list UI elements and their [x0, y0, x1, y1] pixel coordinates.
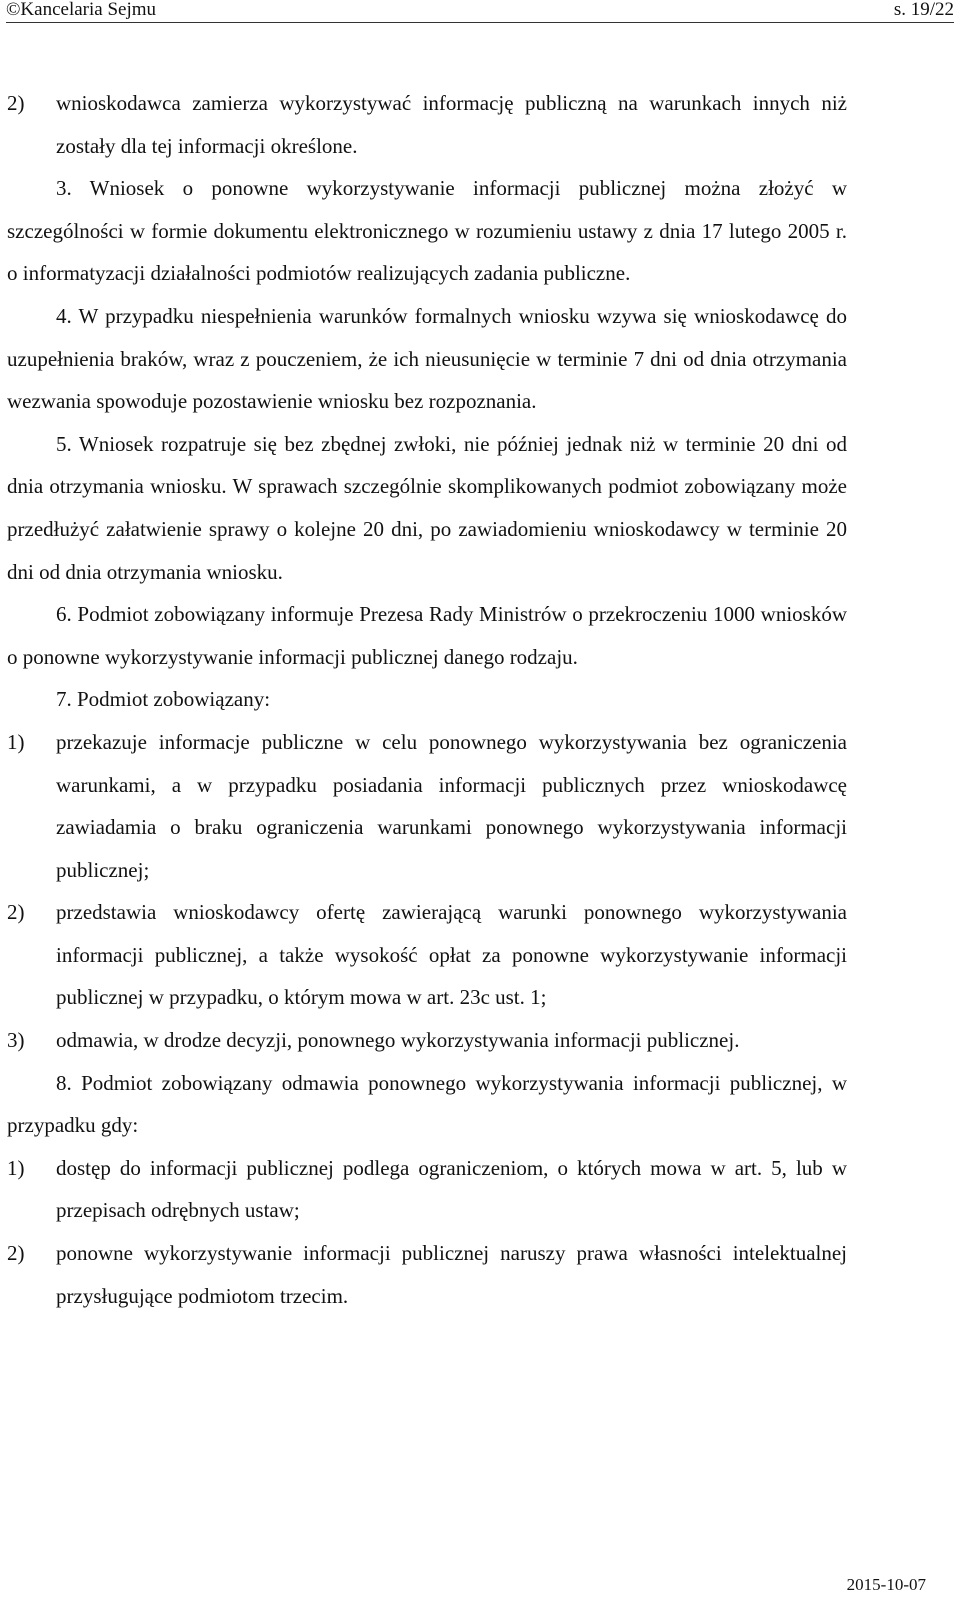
- paragraph-3: 3. Wniosek o ponowne wykorzystywanie informacji publicznej można złożyć w szczególności w formie dokumentu elektronicznego w rozumieniu ustawy z dnia 17 lutego 2005 r. o informatyzacji działalności podmiotów realizujących zadania publiczne.: [7, 176, 847, 286]
- item-text: wnioskodawca zamierza wykorzystywać informację publiczną na warunkach innych niż zostały dla tej informacji określone.: [56, 91, 847, 158]
- item-number: 1): [7, 729, 25, 754]
- list-item: [7, 891, 847, 1019]
- item-number: 2): [7, 91, 25, 115]
- item-text: przekazuje informacje publiczne w celu ponownego wykorzystywania bez ograniczenia warunkami, a w przypadku posiadania informacji publicznych przez wnioskodawcę zawiadamia o braku ograniczenia warunkami ponownego wykorzystywania informacji publicznej;: [56, 729, 847, 882]
- list-item: [7, 721, 847, 891]
- item-text: ponowne wykorzystywanie informacji publicznej naruszy prawa własności intelektualnej przysługujące podmiotom trzecim.: [56, 1241, 847, 1308]
- item-number: 2): [7, 900, 25, 925]
- list-item: [7, 82, 847, 167]
- list-item: [7, 1232, 847, 1317]
- footer-date: 2015-10-07: [846, 1575, 926, 1594]
- item-text: dostęp do informacji publicznej podlega ograniczeniom, o których mowa w art. 5, lub w przepisach odrębnych ustaw;: [56, 1155, 847, 1223]
- page-header: [6, 0, 954, 22]
- item-text: odmawia, w drodze decyzji, ponownego wykorzystywania informacji publicznej.: [56, 1028, 740, 1053]
- item-number: 3): [7, 1028, 25, 1053]
- list-item: [7, 1019, 847, 1062]
- header-rule: [6, 22, 954, 23]
- page-number: s. 19/22: [893, 0, 954, 20]
- paragraph-6: 6. Podmiot zobowiązany informuje Prezesa Rady Ministrów o przekroczeniu 1000 wniosków o ponowne wykorzystywanie informacji publicznej danego rodzaju.: [7, 602, 847, 669]
- header-source: ©Kancelaria Sejmu: [6, 0, 157, 20]
- list-item: [7, 1147, 847, 1232]
- item-number: 2): [7, 1241, 25, 1266]
- paragraph-7: 7. Podmiot zobowiązany:: [56, 687, 271, 712]
- item-number: 1): [7, 1155, 25, 1180]
- paragraph-5: 5. Wniosek rozpatruje się bez zbędnej zwłoki, nie później jednak niż w terminie 20 dni od dnia otrzymania wniosku. W sprawach szczególnie skomplikowanych podmiot zobowiązany może przedłużyć załatwienie sprawy o kolejne 20 dni, po zawiadomieniu wnioskodawcy w terminie 20 dni od dnia otrzymania wniosku.: [7, 431, 847, 584]
- item-text: przedstawia wnioskodawcy ofertę zawierającą warunki ponownego wykorzystywania informacji publicznej, a także wysokość opłat za ponowne wykorzystywanie informacji publicznej w przypadku, o którym mowa w art. 23c ust. 1;: [56, 900, 847, 1010]
- paragraph-8: 8. Podmiot zobowiązany odmawia ponownego wykorzystywania informacji publicznej, w przypadku gdy:: [7, 1070, 847, 1138]
- document-body: [7, 82, 847, 1317]
- paragraph-4: 4. W przypadku niespełnienia warunków formalnych wniosku wzywa się wnioskodawcę do uzupełnienia braków, wraz z pouczeniem, że ich nieusunięcie w terminie 7 dni od dnia otrzymania wezwania spowoduje pozostawienie wniosku bez rozpoznania.: [7, 303, 847, 414]
